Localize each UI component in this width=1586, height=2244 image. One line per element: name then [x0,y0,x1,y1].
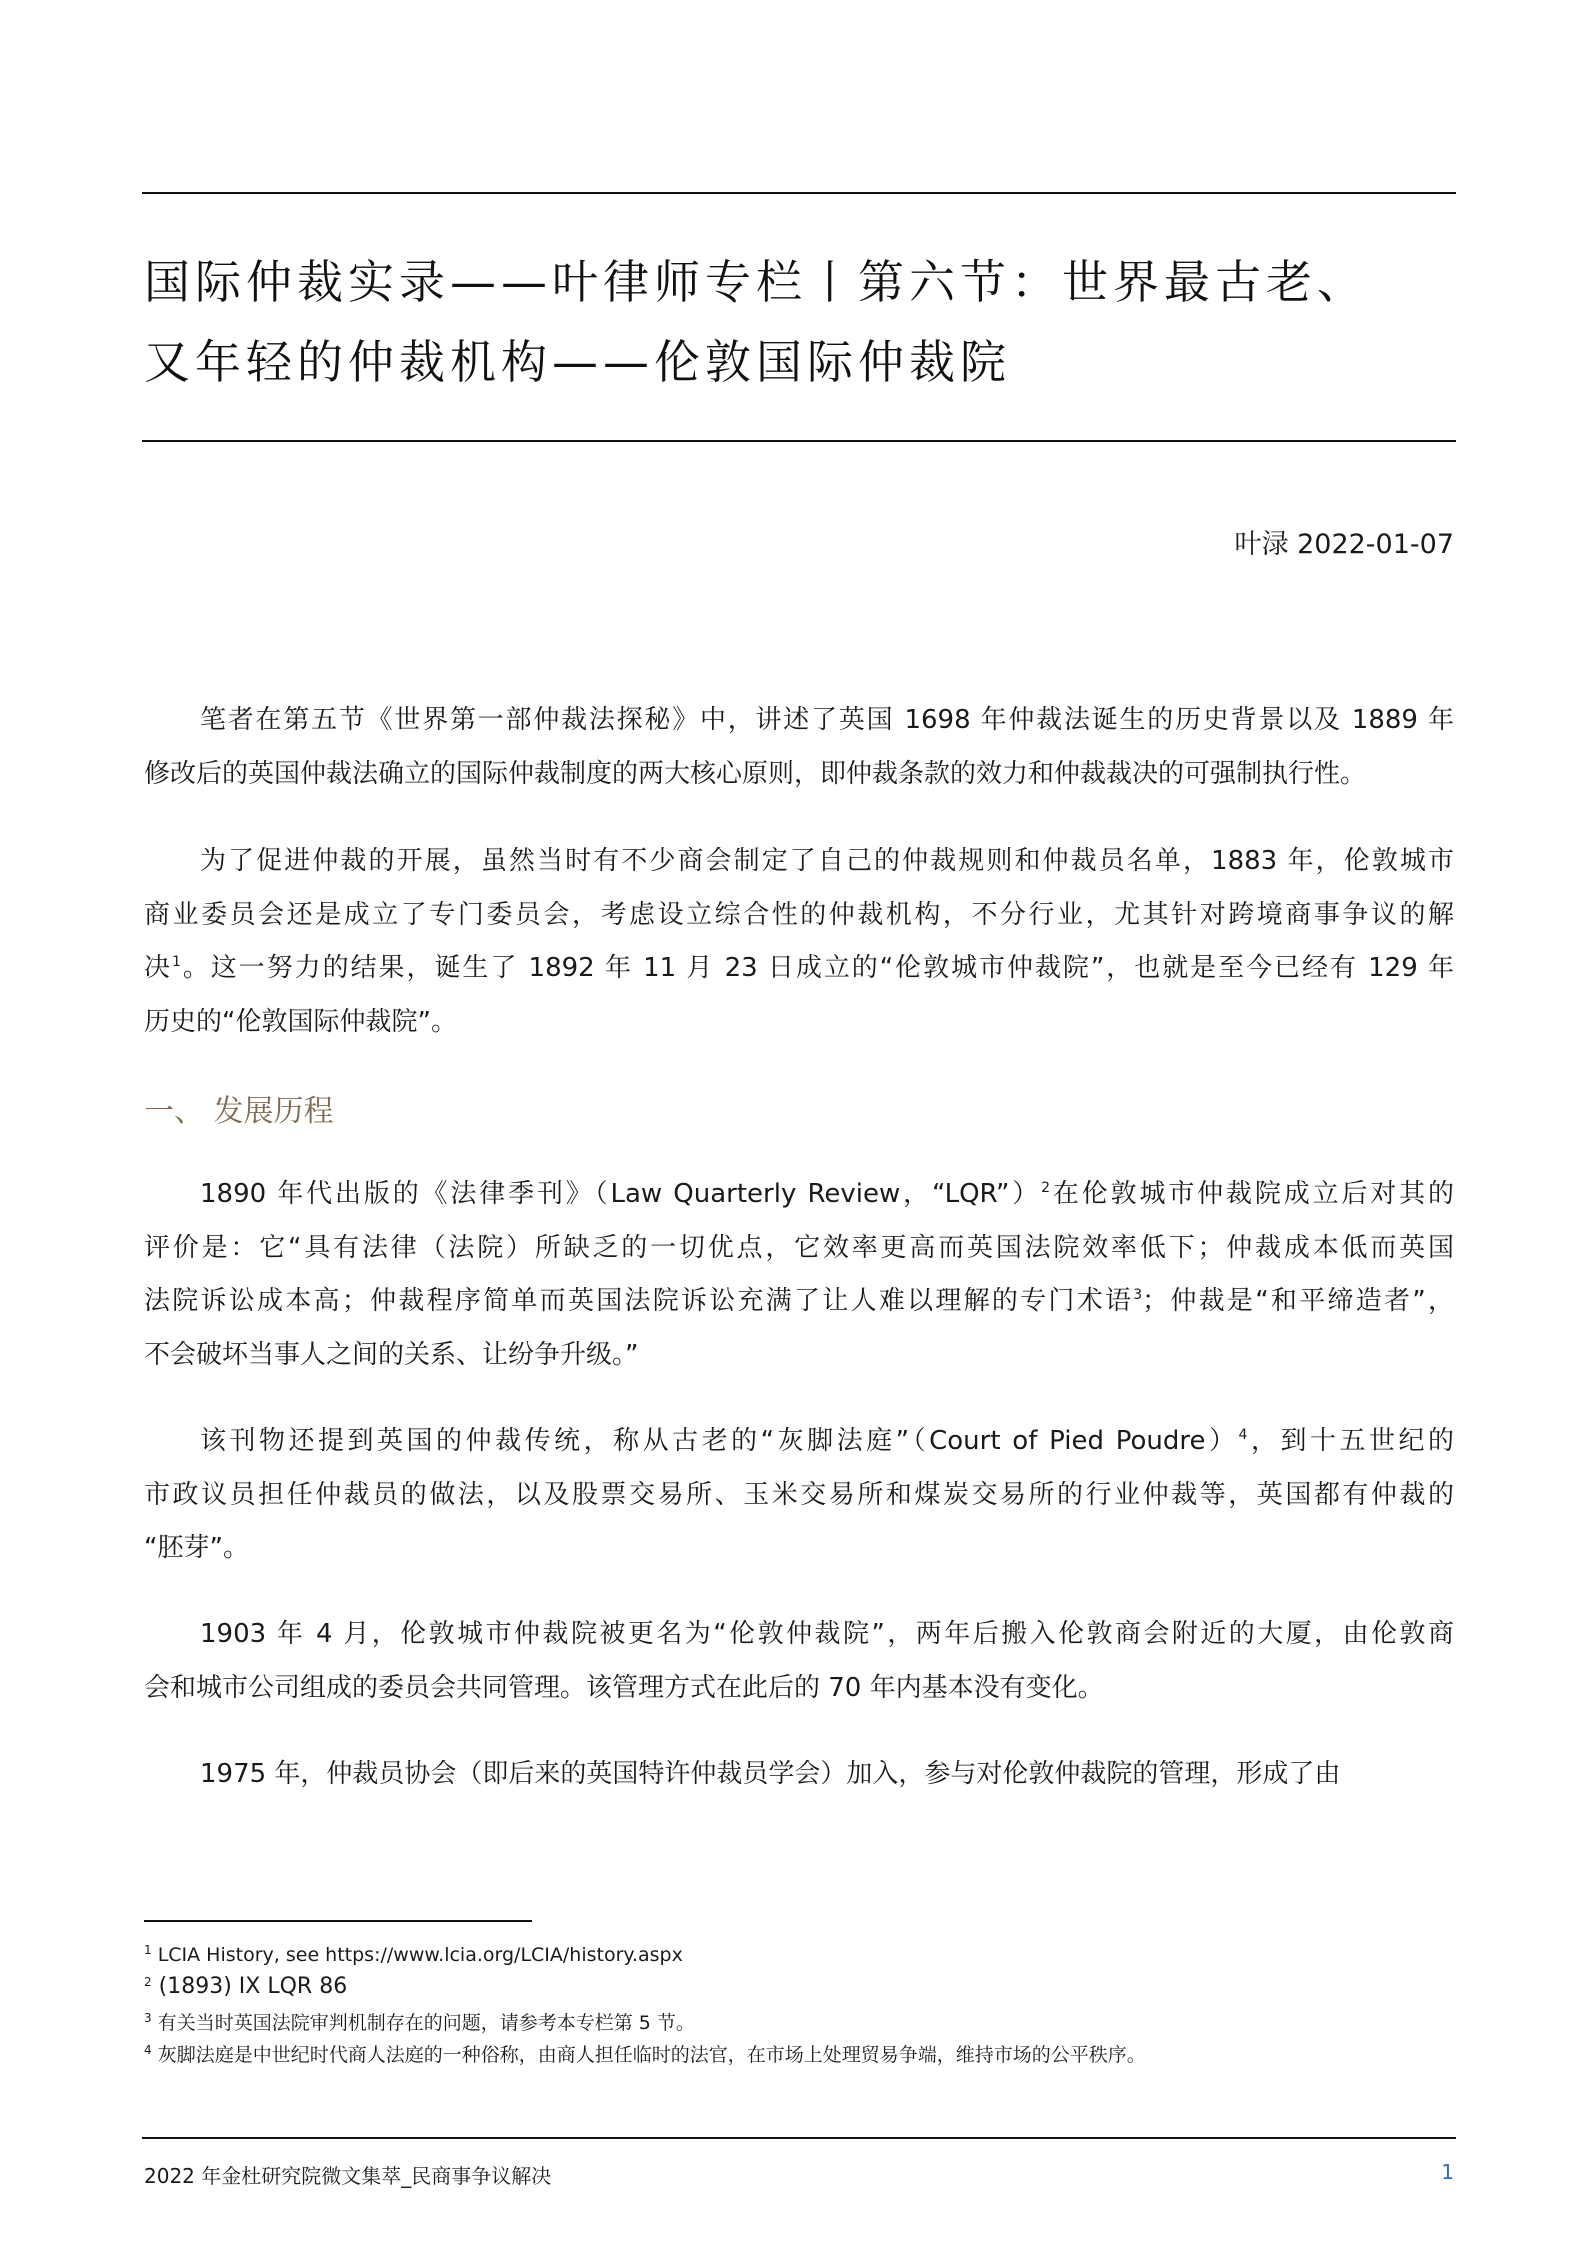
text-run: 法院诉讼成本高；仲裁程序简单而英国法院诉讼充满了让人难以理解的专门术语 [144,1286,1134,1316]
text-run: 1903 年 4 月，伦敦城市仲裁院被更名为“伦敦仲裁院”，两年后搬入伦敦商会附近的大厦，由伦敦商 [200,1619,1454,1649]
footnote-number: 2 [144,1975,152,1989]
text-run: 商业委员会还是成立了专门委员会，考虑设立综合性的仲裁机构，不分行业，尤其针对跨境商事争议的解 [144,899,1454,930]
paragraph [144,694,1454,801]
text-run: 历史的“伦敦国际仲裁院”。 [144,1006,457,1037]
footnote-text: (1893) IX LQR 86 [158,1974,348,1999]
paragraph-line [144,942,1454,996]
text-run: 该刊物还提到英国的仲裁传统，称从古老的“灰脚法庭”（Court of Pied Poudre） [200,1426,1239,1456]
text-run: 修改后的英国仲裁法确立的国际仲裁制度的两大核心原则，即仲裁条款的效力和仲裁裁决的可强制执行性。 [144,758,1367,789]
text-run: 不会破坏当事人之间的关系、让纷争升级。” [144,1339,639,1370]
paragraph-line [144,1522,1454,1576]
text-run: ，到十五世纪的 [1247,1426,1454,1456]
paragraph-line [144,1469,1454,1523]
section-heading: 一、 发展历程 [144,1094,334,1129]
text-run: 1890 年代出版的《法律季刊》（Law Quarterly Review，“LQR”） [200,1179,1042,1209]
footnote-reference[interactable]: 3 [1133,1287,1143,1303]
paragraph [144,1608,1454,1715]
paragraph-line [144,1748,1454,1802]
footnote-2 [144,1974,347,1999]
footer-rule [142,2137,1456,2139]
footnote-1 [144,1944,683,1966]
paragraph-line [144,1275,1454,1329]
title-line-1: 国际仲裁实录——叶律师专栏丨第六节：世界最古老、 [144,255,1368,309]
text-run: 决 [144,953,172,983]
paragraph-line [144,1415,1454,1469]
paragraph [144,1415,1454,1576]
author-date: 叶渌 2022-01-07 [1234,529,1454,560]
footnote-reference[interactable]: 2 [1041,1180,1051,1196]
text-run: ；仲裁是“和平缔造者”， [1142,1286,1454,1316]
paragraph-line [144,1662,1454,1716]
paragraph-line [144,748,1454,802]
paragraph-line [144,1168,1454,1222]
paragraph-line [144,996,1454,1050]
footnote-3 [144,2008,695,2035]
paragraph [144,835,1454,1049]
footnote-number: 1 [144,1943,152,1957]
text-run: 笔者在第五节《世界第一部仲裁法探秘》中，讲述了英国 1698 年仲裁法诞生的历史背景以及 1889 年 [200,705,1454,735]
text-run: 在伦敦城市仲裁院成立后对其的 [1050,1179,1454,1209]
footnote-4 [144,2040,1146,2067]
footnote-rule [144,1920,532,1922]
paragraph-line [144,1222,1454,1276]
footer-title: 2022 年金杜研究院微文集萃_民商事争议解决 [144,2164,552,2188]
paragraph-line [144,835,1454,889]
text-run: 1975 年，仲裁员协会（即后来的英国特许仲裁员学会）加入，参与对伦敦仲裁院的管理，形成了由 [200,1759,1341,1789]
title-line-2: 又年轻的仲裁机构——伦敦国际仲裁院 [144,335,1011,389]
text-run: “胚芽”。 [144,1533,249,1563]
footnote-reference[interactable]: 4 [1238,1427,1248,1443]
footnote-text: 有关当时英国法院审判机制存在的问题，请参考本专栏第 5 节。 [157,2012,695,2034]
paragraph-line [144,1608,1454,1662]
title-bottom-rule [142,440,1456,442]
text-run: 为了促进仲裁的开展，虽然当时有不少商会制定了自己的仲裁规则和仲裁员名单，1883 年，伦敦城市 [200,846,1454,876]
footnote-number: 4 [144,2043,152,2057]
footnote-reference[interactable]: 1 [171,954,181,970]
text-run: 评价是：它“具有法律（法院）所缺乏的一切优点，它效率更高而英国法院效率低下；仲裁成本低而英国 [144,1232,1454,1263]
paragraph [144,1168,1454,1382]
paragraph-line [144,694,1454,748]
text-run: 市政议员担任仲裁员的做法，以及股票交易所、玉米交易所和煤炭交易所的行业仲裁等，英国都有仲裁的 [144,1479,1454,1510]
paragraph [144,1748,1454,1802]
paragraph-line [144,1329,1454,1383]
footnote-text: LCIA History, see https://www.lcia.org/LCIA/history.aspx [157,1944,683,1966]
title-top-rule [142,192,1456,194]
paragraph-line [144,889,1454,943]
text-run: 会和城市公司组成的委员会共同管理。该管理方式在此后的 70 年内基本没有变化。 [144,1672,1104,1703]
text-run: 。这一努力的结果，诞生了 1892 年 11 月 23 日成立的“伦敦城市仲裁院”，也就是至今已经有 129 年 [180,953,1454,983]
footnote-text: 灰脚法庭是中世纪时代商人法庭的一种俗称，由商人担任临时的法官，在市场上处理贸易争端，维持市场的公平秩序。 [157,2044,1146,2066]
page-number: 1 [1441,2160,1454,2184]
footnote-number: 3 [144,2011,152,2025]
